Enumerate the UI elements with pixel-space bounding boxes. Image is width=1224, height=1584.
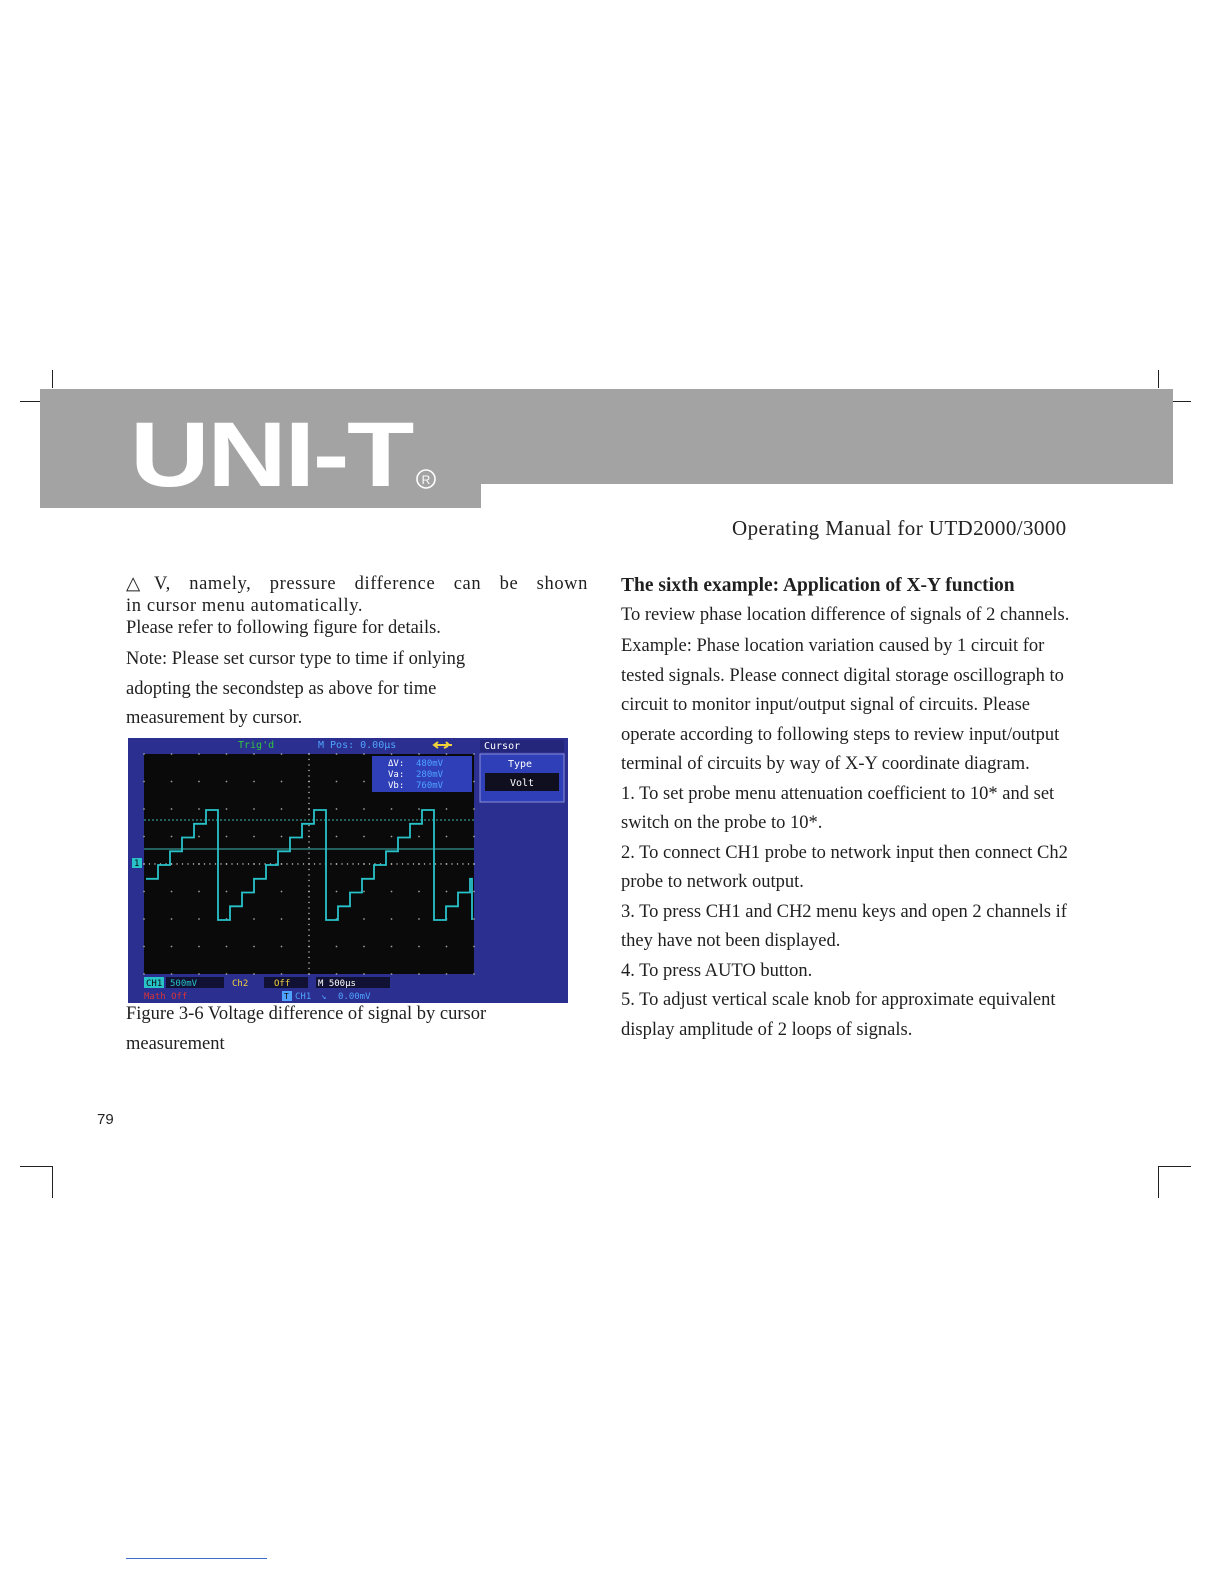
review-text: To review phase location difference of signals of 2 channels. (621, 605, 1070, 625)
note-text: Note: Please set cursor type to time if onlying adopting the secondstep as above for time measurement by cursor. (126, 649, 466, 728)
page-number: 79 (97, 1111, 114, 1128)
example-text: Example: Phase location variation caused by 1 circuit for tested signals. Please connect digital storage oscillograph to circuit to monitor input/output signal of circuits. Please operate according to following steps to review input/output terminal of circuits by way of X-Y coordinate diagram. (621, 636, 1064, 774)
ch1-scale: 500mV (170, 979, 198, 989)
readout-dv-value: 480mV (416, 759, 444, 769)
readout-va-label: Va: (388, 770, 405, 780)
trigger-marker-label: T (284, 992, 289, 1001)
manual-title: Operating Manual for UTD2000/3000 (732, 516, 1067, 540)
section-heading: The sixth example: Application of X-Y function (621, 575, 1015, 596)
step-4: 4. To press AUTO button. (621, 960, 813, 981)
ch1-marker-label: 1 (134, 859, 140, 869)
readout-vb-value: 760mV (416, 781, 444, 791)
step-5: 5. To adjust vertical scale knob for approximate equivalent display amplitude of 2 loops of signals. (621, 990, 1056, 1040)
trig-status: Trig'd (238, 740, 275, 751)
crop-mark-top-right-v (1158, 370, 1159, 388)
crop-mark-top-left-v (52, 370, 53, 388)
trigger-slope-icon: ↘ (321, 992, 327, 1002)
trigger-source: CH1 (295, 992, 312, 1002)
crop-mark-bottom-right-h (1158, 1166, 1191, 1167)
intro-line-1: △V, namely, pressure difference can be shown (126, 574, 588, 594)
readout-vb-label: Vb: (388, 781, 405, 791)
right-column (621, 573, 1083, 1045)
crop-mark-top-left-h (20, 401, 40, 402)
menu-type-label: Type (508, 759, 533, 770)
ch2-label: Ch2 (232, 979, 249, 989)
figure-caption: Figure 3-6 Voltage difference of signal by cursor measurement (126, 1004, 487, 1054)
crop-mark-top-right-h (1173, 401, 1191, 402)
ch2-state: Off (274, 979, 291, 989)
left-column (126, 573, 588, 734)
footer-line (126, 1558, 267, 1559)
step-2: 2. To connect CH1 probe to network input then connect Ch2 probe to network output. (621, 842, 1068, 892)
step-3: 3. To press CH1 and CH2 menu keys and open 2 channels if they have not been displayed. (621, 901, 1067, 951)
trigger-level: 0.00mV (338, 992, 371, 1002)
crop-mark-bottom-right-v (1158, 1166, 1159, 1198)
oscilloscope-screenshot (128, 738, 568, 1003)
intro-line-2: in cursor menu automatically. (126, 596, 364, 616)
readout-va-value: 280mV (416, 770, 444, 780)
refer-text: Please refer to following figure for details. (126, 618, 441, 638)
menu-title: Cursor (484, 741, 521, 752)
logo-wordmark: UNI-T (130, 412, 415, 492)
step-1: 1. To set probe menu attenuation coefficient to 10* and set switch on the probe to 10*. (621, 783, 1055, 833)
uni-t-logo (130, 412, 440, 492)
crop-mark-bottom-left-h (20, 1166, 53, 1167)
ch1-label: CH1 (146, 979, 163, 989)
menu-type-value: Volt (510, 778, 535, 789)
readout-dv-label: ΔV: (388, 759, 405, 769)
timebase: M 500μs (318, 979, 356, 989)
svg-text:R: R (421, 473, 431, 487)
math-state: Math Off (144, 992, 188, 1002)
crop-mark-bottom-left-v (52, 1166, 53, 1198)
mpos-readout: M Pos: 0.00μs (318, 740, 397, 751)
